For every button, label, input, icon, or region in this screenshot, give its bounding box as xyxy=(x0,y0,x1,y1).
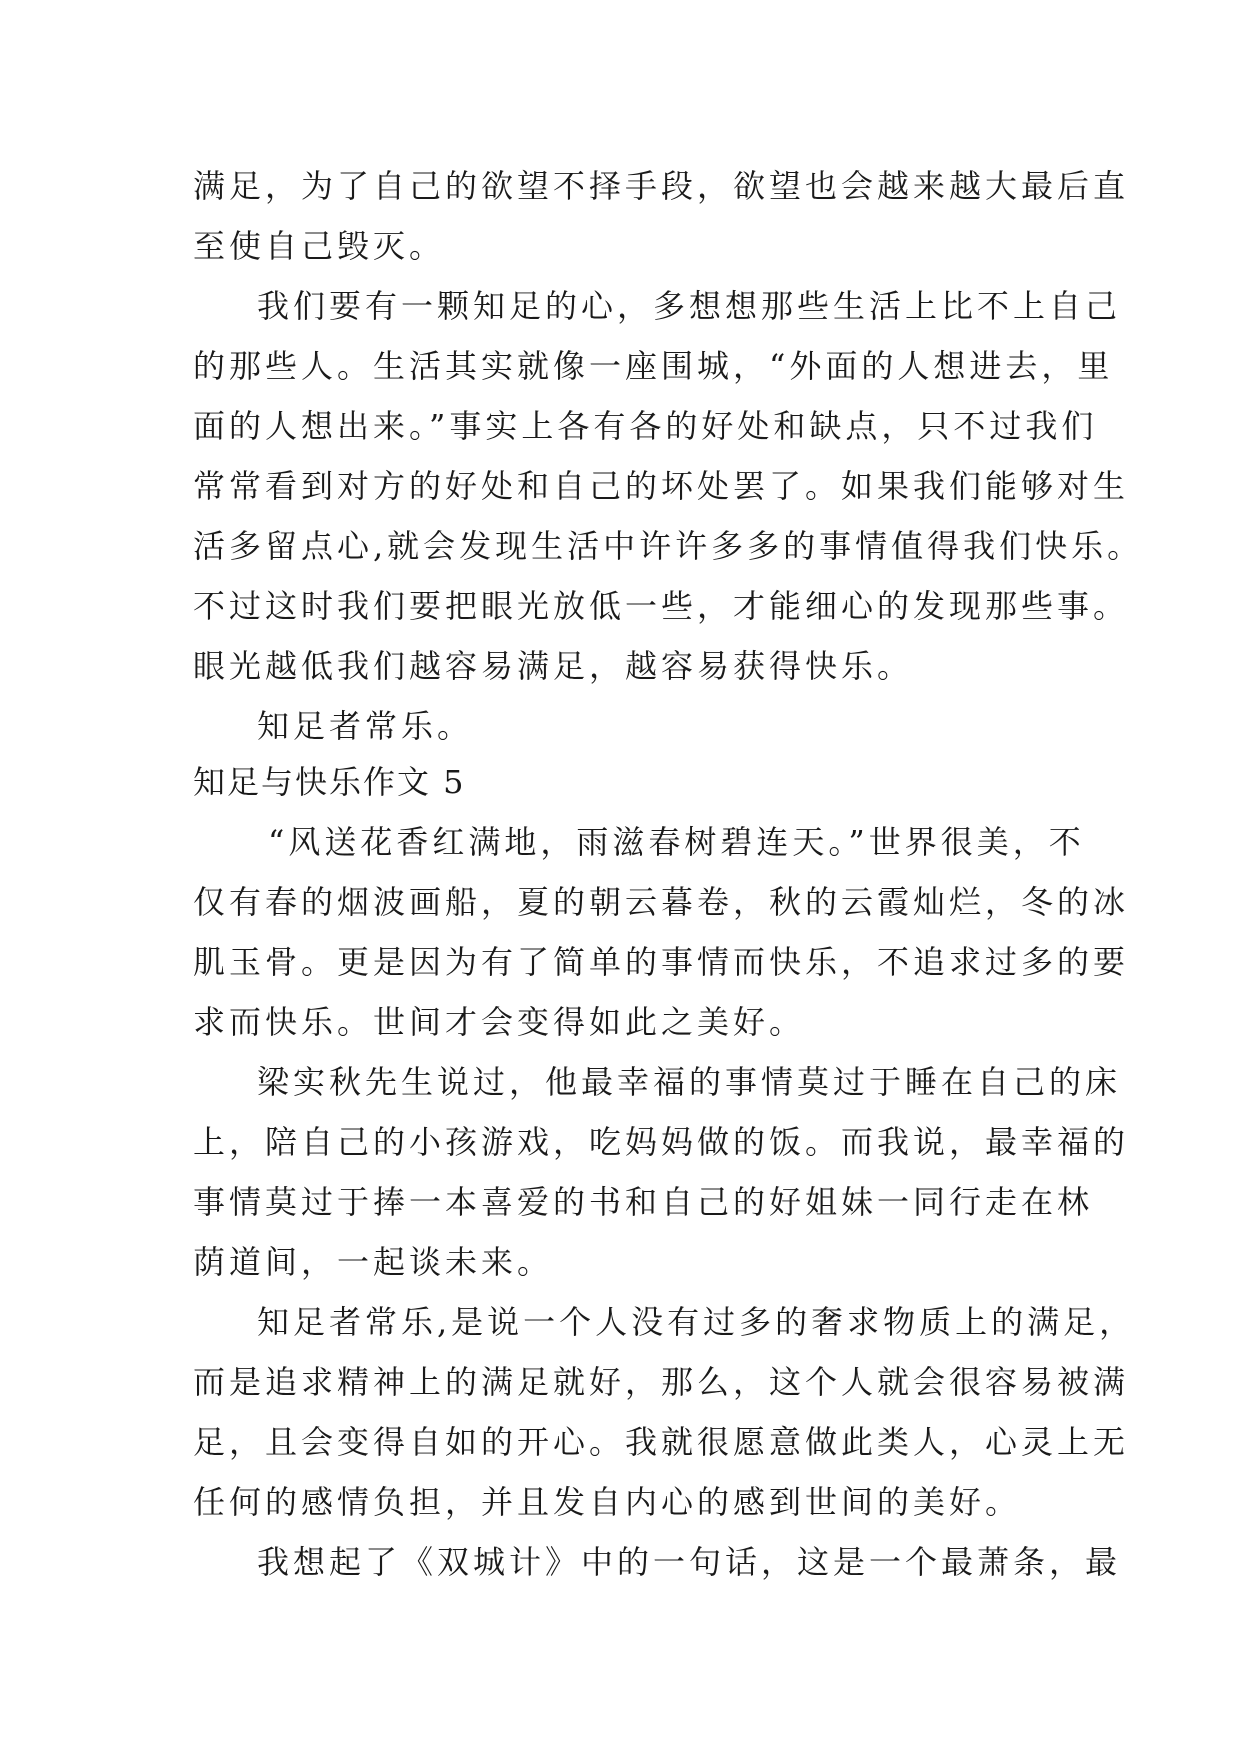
paragraph-start: 我们要有一颗知足的心，多想想那些生活上比不上自己 xyxy=(257,287,1122,325)
section-heading: 知足与快乐作文 5 xyxy=(193,763,466,801)
text-line: 的那些人。生活其实就像一座围城，“外面的人想进去，里 xyxy=(193,347,1114,385)
text-line: 活多留点心,就会发现生活中许许多多的事情值得我们快乐。 xyxy=(193,527,1144,565)
text-line: 肌玉骨。更是因为有了简单的事情而快乐，不追求过多的要 xyxy=(193,943,1130,981)
text-line: 至使自己毁灭。 xyxy=(193,227,446,265)
text-line: 任何的感情负担，并且发自内心的感到世间的美好。 xyxy=(193,1483,1022,1521)
paragraph-start: 梁实秋先生说过，他最幸福的事情莫过于睡在自己的床 xyxy=(257,1063,1122,1101)
text-line: 上，陪自己的小孩游戏，吃妈妈做的饭。而我说，最幸福的 xyxy=(193,1123,1130,1161)
paragraph-start: 知足者常乐,是说一个人没有过多的奢求物质上的满足， xyxy=(257,1303,1136,1341)
text-line: 荫道间，一起谈未来。 xyxy=(193,1243,554,1281)
text-line: 眼光越低我们越容易满足，越容易获得快乐。 xyxy=(193,647,914,685)
text-line: 满足，为了自己的欲望不择手段，欲望也会越来越大最后直 xyxy=(193,167,1130,205)
paragraph-start: 我想起了《双城计》中的一句话，这是一个最萧条，最 xyxy=(257,1543,1122,1581)
text-line: 而是追求精神上的满足就好，那么，这个人就会很容易被满 xyxy=(193,1363,1130,1401)
paragraph-start: “风送花香红满地，雨滋春树碧连天。”世界很美，不 xyxy=(268,823,1085,861)
text-line: 仅有春的烟波画船，夏的朝云暮卷，秋的云霞灿烂，冬的冰 xyxy=(193,883,1130,921)
text-line: 求而快乐。世间才会变得如此之美好。 xyxy=(193,1003,806,1041)
text-line: 常常看到对方的好处和自己的坏处罢了。如果我们能够对生 xyxy=(193,467,1130,505)
text-line: 足，且会变得自如的开心。我就很愿意做此类人，心灵上无 xyxy=(193,1423,1130,1461)
text-line: 事情莫过于捧一本喜爱的书和自己的好姐妹一同行走在林 xyxy=(193,1183,1094,1221)
text-line: 面的人想出来。”事实上各有各的好处和缺点，只不过我们 xyxy=(193,407,1098,445)
text-line: 不过这时我们要把眼光放低一些，才能细心的发现那些事。 xyxy=(193,587,1130,625)
paragraph-start: 知足者常乐。 xyxy=(257,707,474,745)
